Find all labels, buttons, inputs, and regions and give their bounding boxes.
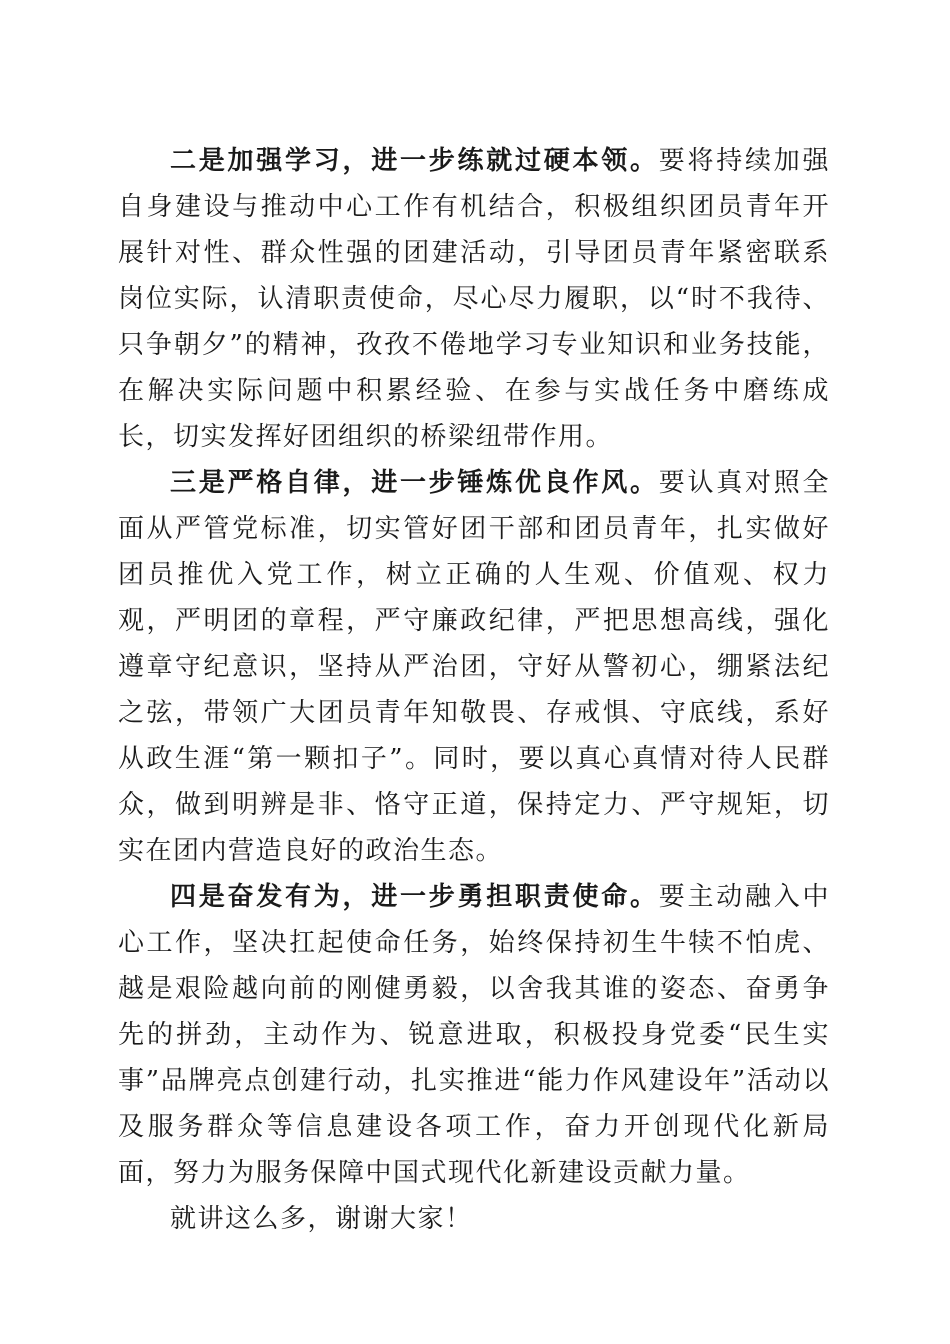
paragraph-closing	[118, 1196, 830, 1242]
paragraph-text: 就讲这么多，谢谢大家！	[170, 1204, 473, 1234]
document-body	[118, 138, 830, 1242]
paragraph-take-responsibility	[118, 874, 830, 1196]
paragraph-strict-discipline	[118, 460, 830, 874]
paragraph-text: 要主动融入中心工作，坚决扛起使命任务，始终保持初生牛犊不怕虎、越是艰险越向前的刚健勇毅，以舍我其谁的姿态、奋勇争先的拼劲，主动作为、锐意进取，积极投身党委“民生实事”品牌亮点创建行动，扎实推进“能力作风建设年”活动以及服务群众等信息建设各项工作，奋力开创现代化新局面，努力为服务保障中国式现代化新建设贡献力量。	[118, 882, 830, 1188]
paragraph-lead: 四是奋发有为，进一步勇担职责使命。	[170, 882, 659, 912]
paragraph-text: 要将持续加强自身建设与推动中心工作有机结合，积极组织团员青年开展针对性、群众性强的团建活动，引导团员青年紧密联系岗位实际，认清职责使命，尽心尽力履职，以“时不我待、只争朝夕”的精神，孜孜不倦地学习专业知识和业务技能，在解决实际问题中积累经验、在参与实战任务中磨练成长，切实发挥好团组织的桥梁纽带作用。	[118, 146, 830, 452]
paragraph-lead: 三是严格自律，进一步锤炼优良作风。	[170, 468, 659, 498]
paragraph-lead: 二是加强学习，进一步练就过硬本领。	[170, 146, 659, 176]
paragraph-text: 要认真对照全面从严管党标准，切实管好团干部和团员青年，扎实做好团员推优入党工作，树立正确的人生观、价值观、权力观，严明团的章程，严守廉政纪律，严把思想高线，强化遵章守纪意识，坚持从严治团，守好从警初心，绷紧法纪之弦，带领广大团员青年知敬畏、存戒惧、守底线，系好从政生涯“第一颗扣子”。同时，要以真心真情对待人民群众，做到明辨是非、恪守正道，保持定力、严守规矩，切实在团内营造良好的政治生态。	[118, 468, 830, 866]
paragraph-strengthen-learning	[118, 138, 830, 460]
